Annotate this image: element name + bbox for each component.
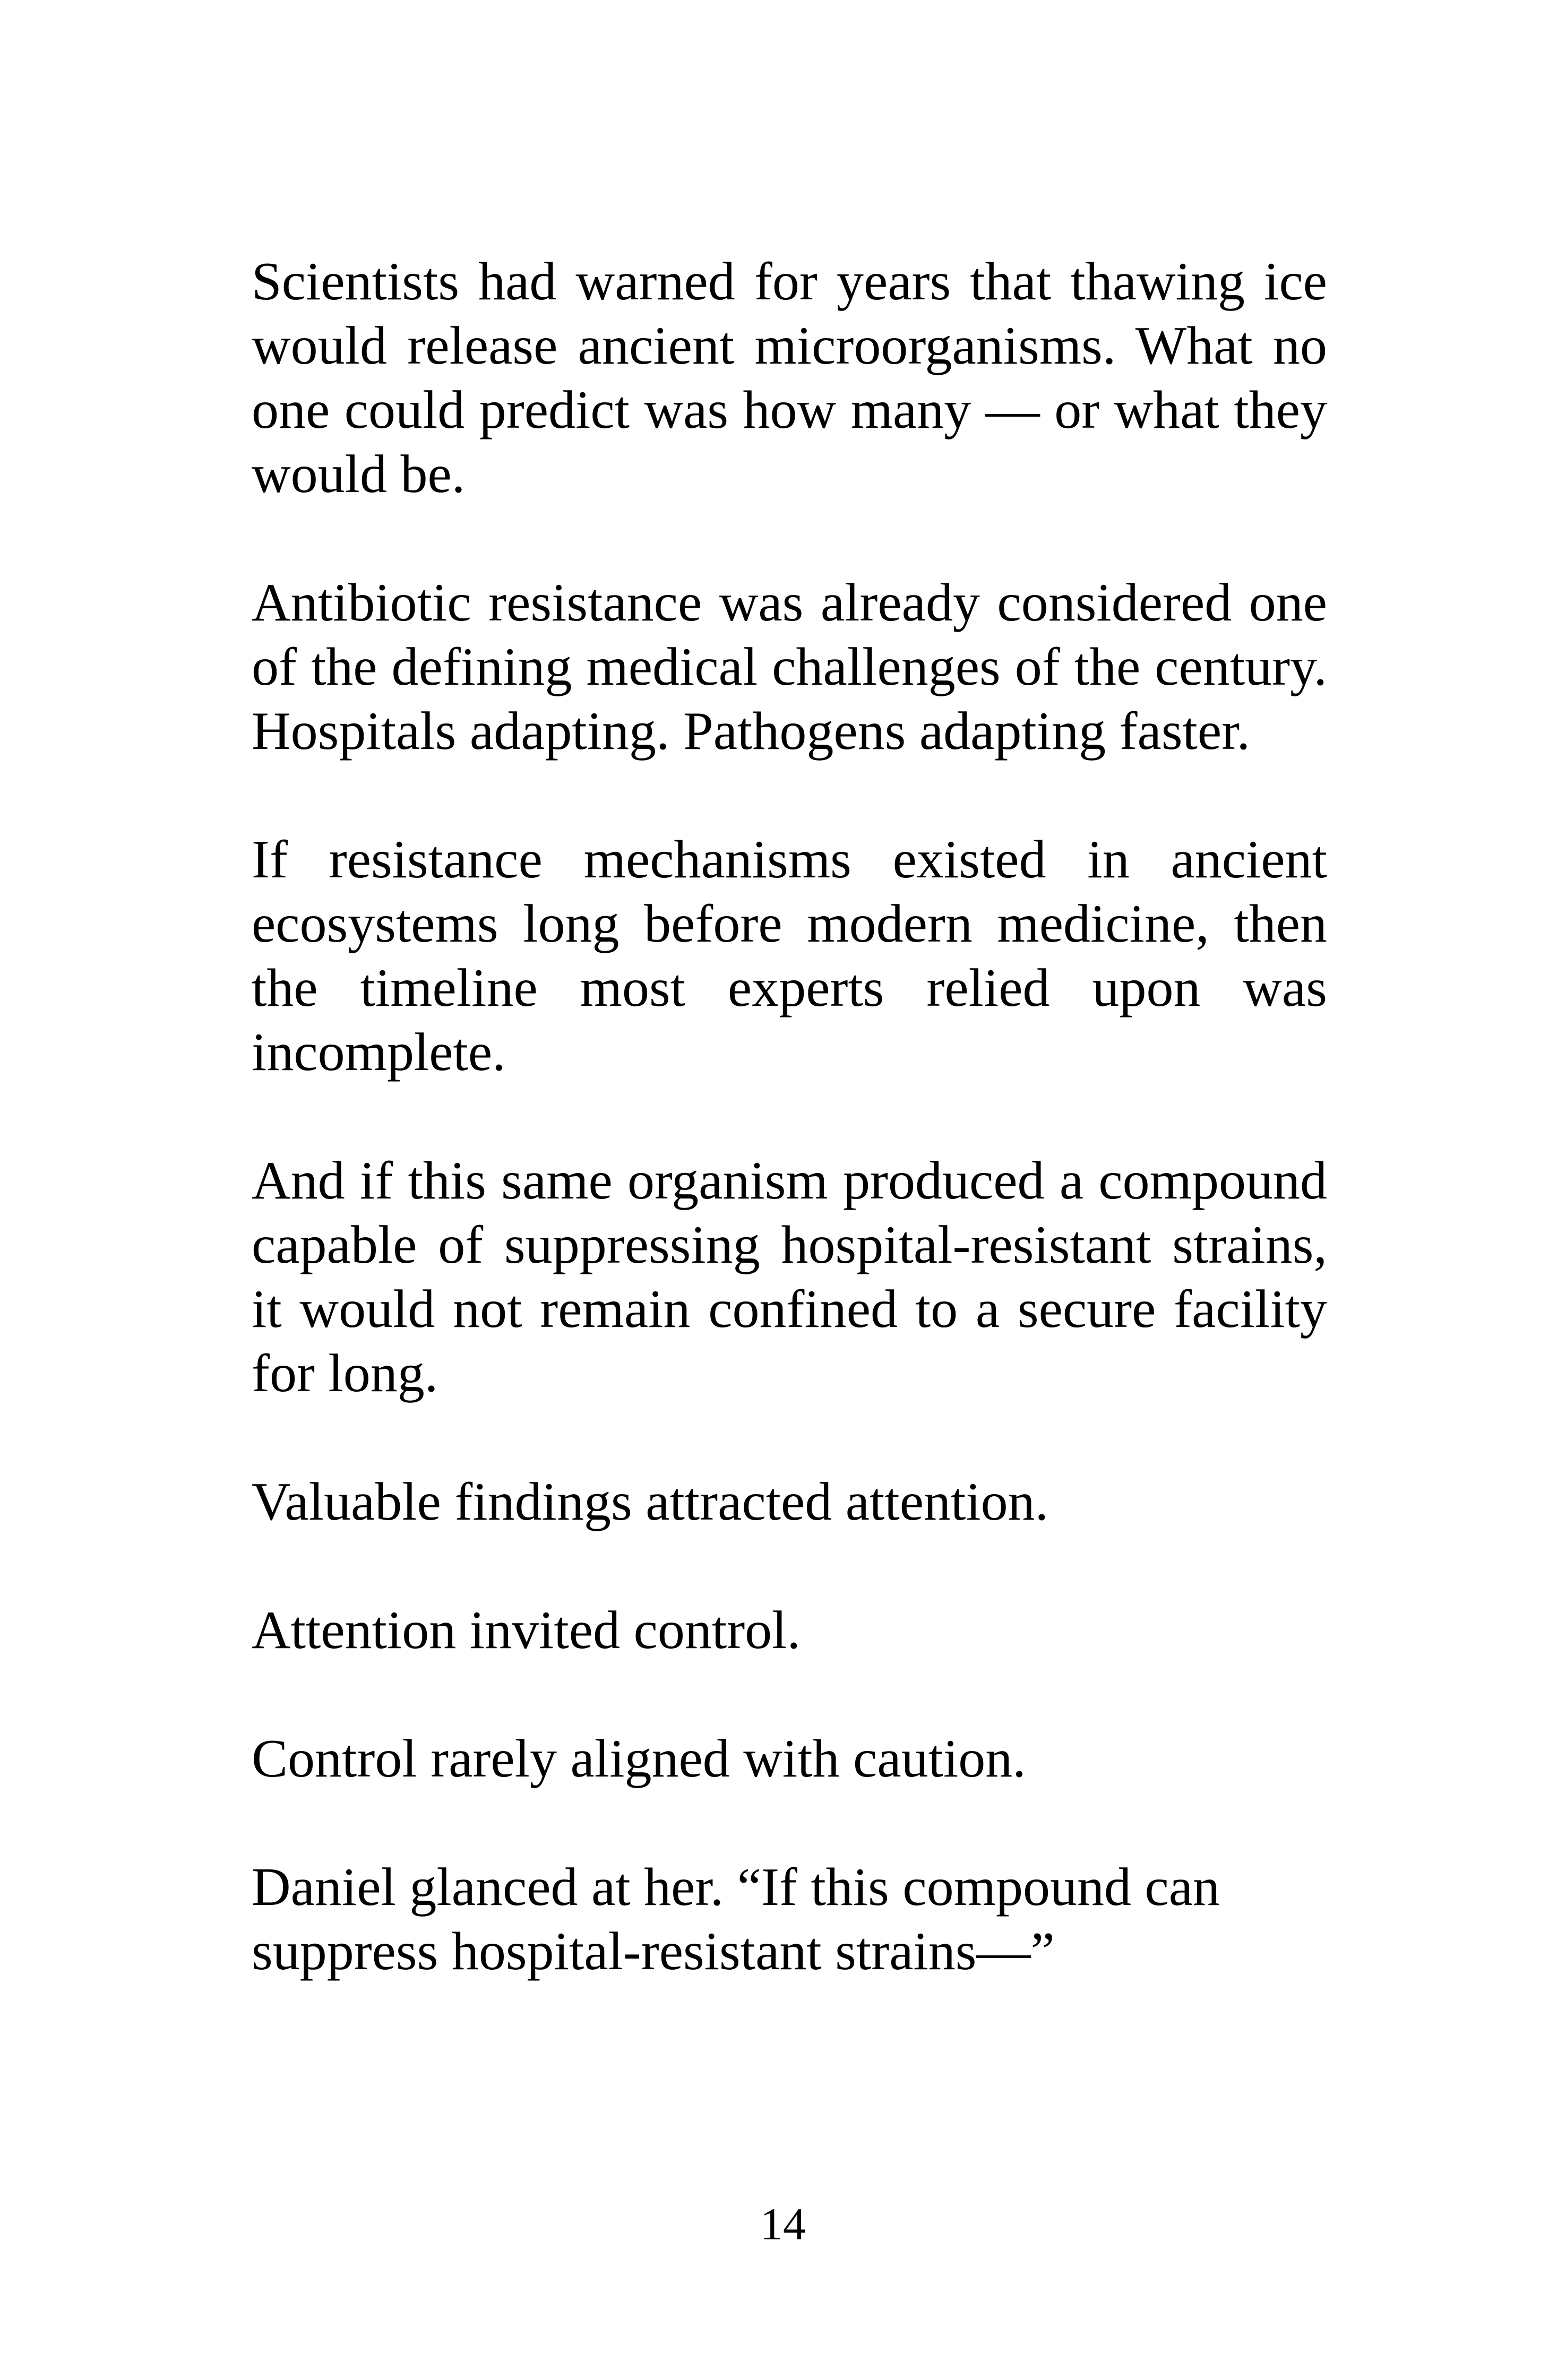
page-number: 14 xyxy=(760,2198,806,2249)
paragraph-5: Valuable findings attracted attention. xyxy=(252,1472,1049,1532)
paragraph-3: If resistance mechanisms existed in ancient ecosystems long before modern medicine, then the timeline most experts relied upon was incomplete. xyxy=(252,830,1327,1082)
paragraph-7: Control rarely aligned with caution. xyxy=(252,1729,1026,1789)
paragraph-8: Daniel glanced at her. “If this compound can suppress hospital-resistant strains—” xyxy=(252,1857,1220,1981)
paragraph-2: Antibiotic resistance was already considered one of the defining medical challenges of the century. Hospitals adapting. Pathogens adapting faster. xyxy=(252,573,1327,761)
paragraph-1: Scientists had warned for years that thawing ice would release ancient microorganisms. What no one could predict was how many — or what they would be. xyxy=(252,252,1327,504)
paragraph-4: And if this same organism produced a compound capable of suppressing hospital-resistant strains, it would not remain confined to a secure facility for long. xyxy=(252,1151,1327,1403)
paragraph-6: Attention invited control. xyxy=(252,1600,801,1660)
body-text xyxy=(252,249,1327,2048)
